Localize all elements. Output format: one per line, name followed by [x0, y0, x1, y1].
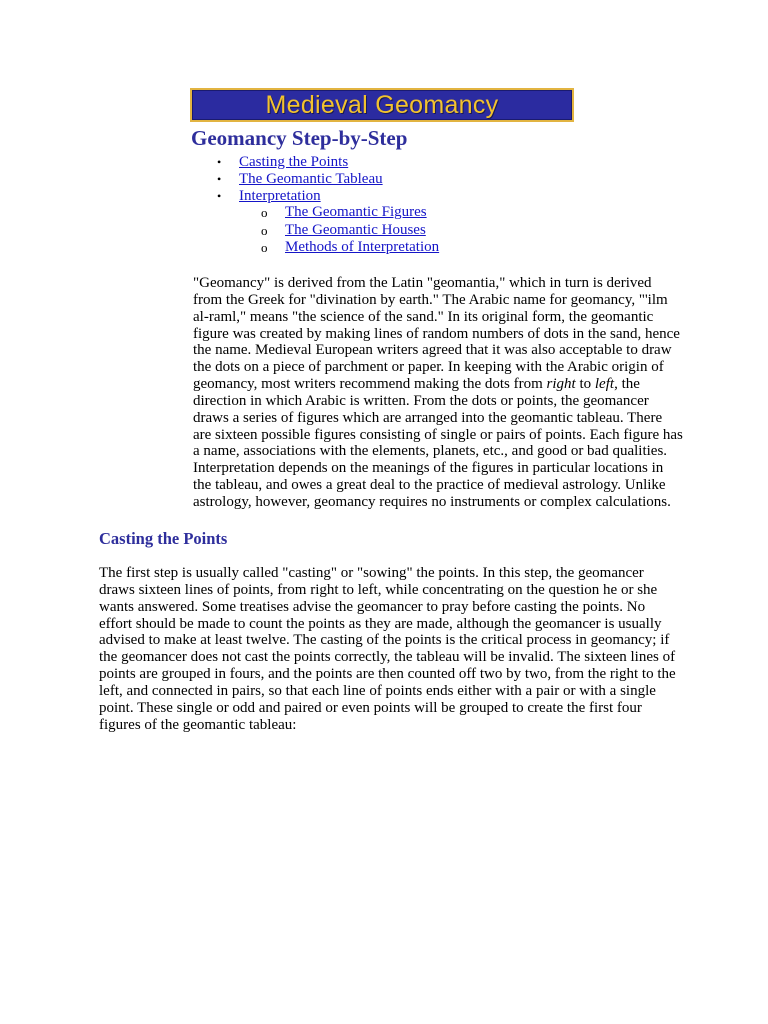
- circle-bullet-icon: o: [261, 205, 268, 221]
- circle-bullet-icon: o: [261, 222, 268, 238]
- section-heading-casting: Casting the Points: [99, 529, 228, 548]
- circle-bullet-icon: o: [261, 240, 268, 256]
- toc-subitem-houses: [193, 222, 439, 240]
- table-of-contents: [193, 154, 439, 257]
- intro-text-part3: , the direction in which Arabic is written. From the dots or points, the geomancer draws a series of figures which are arranged into the geomantic tableau. There are sixteen possible figures consisting of single or pairs of points. Each figure has a name, associations with the elements, planets, etc., and good or bad qualities. Interpretation depends on the meanings of the figures in particular locations in the tableau, and owes a great deal to the practice of medieval astrology. Unlike astrology, however, geomancy requires no instruments or complex calculations.: [193, 376, 683, 510]
- bullet-icon: •: [217, 171, 222, 186]
- toc-sublist: [239, 204, 439, 257]
- intro-italic-left: left: [594, 376, 615, 393]
- intro-italic-right: right: [546, 376, 576, 393]
- intro-text-part1: "Geomancy" is derived from the Latin "geomantia," which in turn is derived from the Greek for "divination by earth." The Arabic name for geomancy, "'ilm al-raml," means "the science of the sand." In its original form, the geomantic figure was created by making lines of random numbers of dots in the sand, hence the name. Medieval European writers agreed that it was also acceptable to draw the dots on a piece of parchment or paper. In keeping with the Arabic origin of geomancy, most writers recommend making the dots from: [193, 275, 680, 393]
- intro-text-part2: to: [575, 376, 595, 393]
- banner-title: Medieval Geomancy: [265, 90, 499, 119]
- toc-link-methods-of-interpretation[interactable]: Methods of Interpretation: [285, 239, 440, 256]
- casting-paragraph: The first step is usually called "casting" or "sowing" the points. In this step, the geomancer draws sixteen lines of points, from right to left, while concentrating on the question he or she wants answered. Some treatises advise the geomancer to pray before casting the points. No effort should be made to count the points as they are made, although the geomancer is usually advised to make at least twelve. The casting of the points is the critical process in geomancy; if the geomancer does not cast the points correctly, the tableau will be invalid. The sixteen lines of points are grouped in fours, and the points are then counted off two by two, from the right to the left, and connected in pairs, so that each line of points ends either with a pair or with a single point. These single or odd and paired or even points will be grouped to create the first four figures of the geomantic tableau:: [99, 565, 676, 733]
- toc-item-casting: [193, 154, 439, 171]
- toc-subitem-methods: [193, 239, 439, 257]
- toc-link-geomantic-tableau[interactable]: The Geomantic Tableau: [239, 170, 383, 187]
- site-banner: [190, 88, 574, 122]
- toc-subitem-figures: [193, 204, 439, 222]
- intro-paragraph: [193, 275, 683, 511]
- page-title: Geomancy Step-by-Step: [191, 126, 408, 150]
- toc-item-tableau: [193, 171, 439, 188]
- toc-link-interpretation[interactable]: Interpretation: [239, 187, 321, 204]
- toc-link-geomantic-houses[interactable]: The Geomantic Houses: [285, 221, 426, 238]
- toc-link-casting-the-points[interactable]: Casting the Points: [239, 154, 349, 170]
- bullet-icon: •: [217, 188, 222, 203]
- toc-item-interpretation: [193, 188, 439, 257]
- bullet-icon: •: [217, 155, 222, 169]
- toc-link-geomantic-figures[interactable]: The Geomantic Figures: [285, 204, 427, 221]
